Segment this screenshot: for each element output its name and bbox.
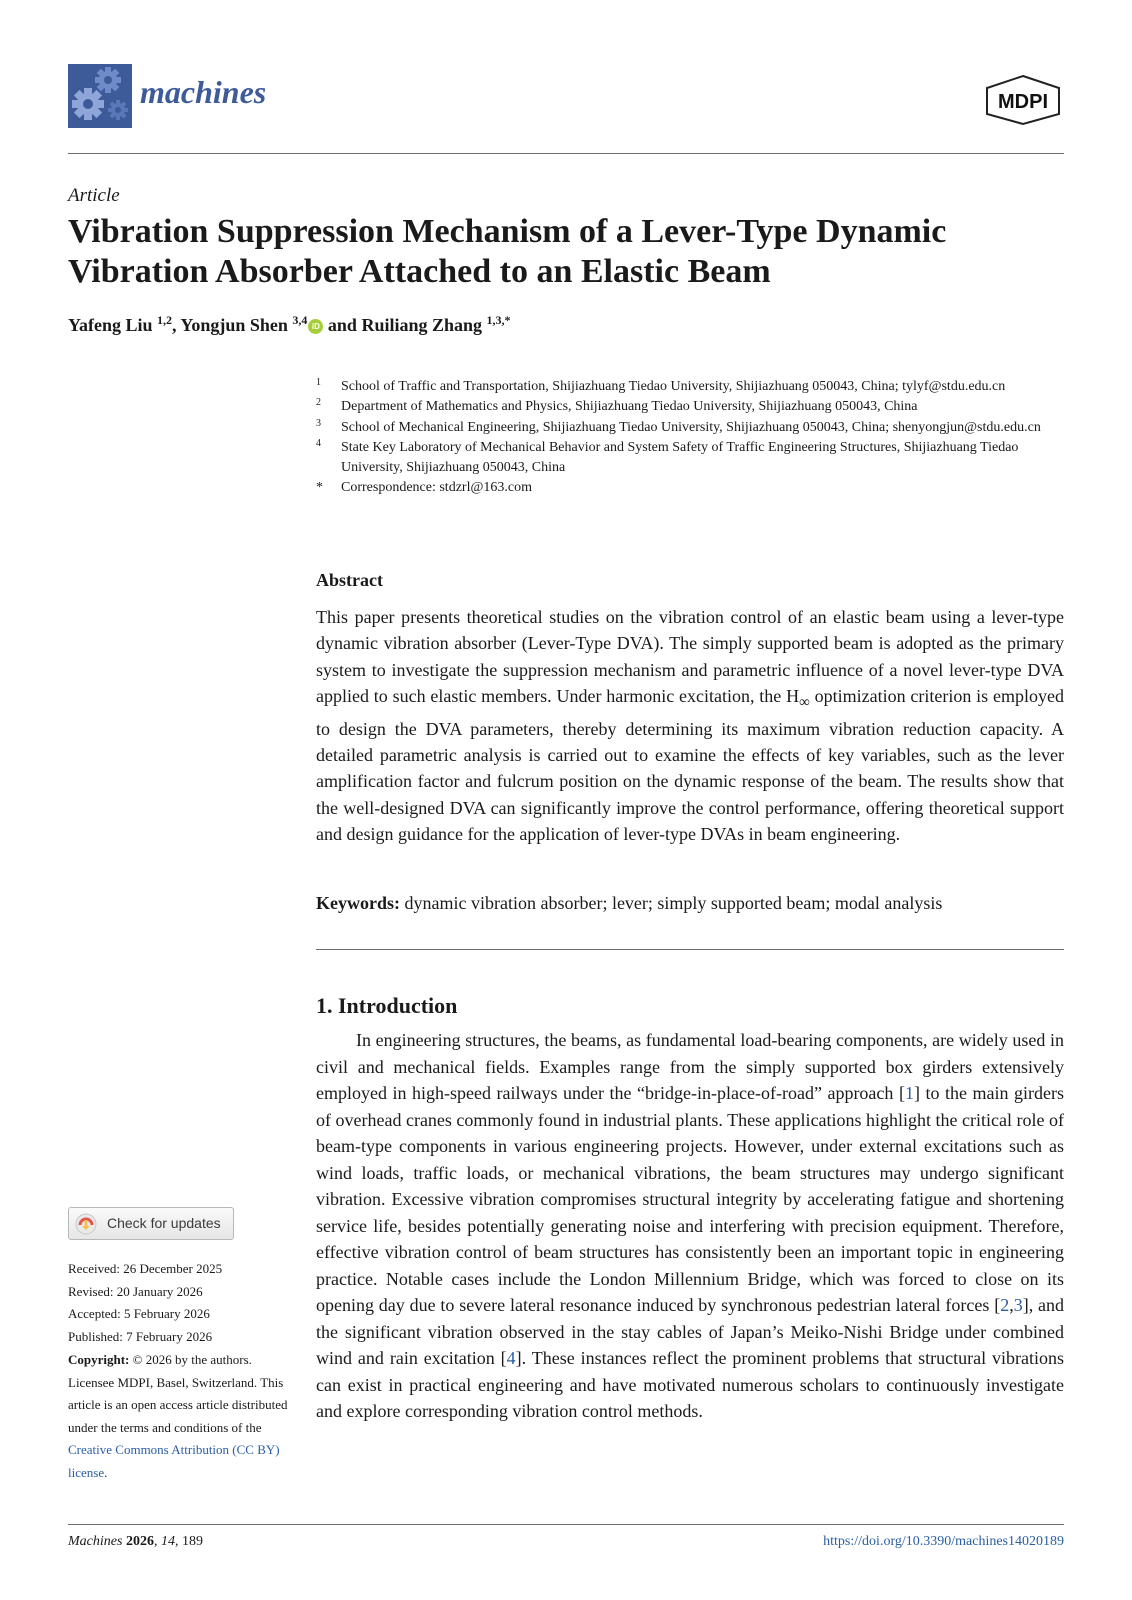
mdpi-logo <box>983 74 1063 126</box>
header-divider <box>68 153 1064 154</box>
journal-logo-gears-icon <box>68 64 132 128</box>
published-date: Published: 7 February 2026 <box>68 1328 213 1344</box>
affiliation-item: 4 State Key Laboratory of Mechanical Behavior and System Safety of Traffic Engineering Structures, Shijiazhuang Tiedao University, Shijiazhuang 050043, China <box>316 437 1019 476</box>
author-name: Yongjun Shen <box>180 315 288 335</box>
abstract-text: This paper presents theoretical studies on the vibration control of an elastic beam using a lever-type dynamic vibration absorber (Lever-Type DVA). The simply supported beam is adopted as the primary system to investigate the suppression mechanism and parametric influence of a novel lever-type DVA applied to such elastic members. Under harmonic excitation, the $H_\infty$ optimization criterion is employed to design the DVA parameters, thereby determining its maximum vibration reduction capacity. A detailed parametric analysis is carried out to examine the effects of key variables, such as the lever amplification factor and fulcrum position on the dynamic response of the beam. The results show that the well-designed DVA can significantly improve the control performance, offering theoretical support and design guidance for the application of lever-type DVAs in beam engineering. <box>316 607 1064 844</box>
keywords-label: Keywords: <box>316 893 400 913</box>
h-infinity-subscript: ∞ <box>799 694 810 711</box>
keywords-divider <box>316 949 1064 950</box>
paper-title: Vibration Suppression Mechanism of a Lever-Type Dynamic Vibration Absorber Attached to an Elastic Beam <box>68 213 947 290</box>
license-link[interactable]: Creative Commons Attribution (CC BY) license <box>68 1442 280 1480</box>
copyright-label: Copyright: <box>68 1352 130 1367</box>
footer-year: 2026 <box>125 1534 154 1549</box>
author-list: Yafeng Liu $^{1,2}$, Yongjun Shen $^{3,4}$ iD and Ruiliang Zhang $^{1,3,*}$ <box>68 313 511 335</box>
footer-journal: Machines <box>68 1534 123 1549</box>
footer-article-number: 189 <box>181 1534 203 1549</box>
section-title: 1. Introduction <box>316 993 458 1018</box>
author-affil-marker: 3,4 <box>292 313 308 327</box>
publication-dates <box>68 1258 293 1348</box>
orcid-icon[interactable]: iD <box>308 319 323 334</box>
citation-link[interactable]: 2 <box>1000 1295 1010 1315</box>
affiliation-item: 1 School of Traffic and Transportation, Shijiazhuang Tiedao University, Shijiazhuang 050043, China; tylyf@stdu.edu.cn <box>316 377 1006 394</box>
copyright-notice: Copyright: © 2026 by the authors. Licensee MDPI, Basel, Switzerland. This article is an open access article distributed under the terms and conditions of the Creative Commons Attribution (CC BY) license. <box>68 1352 288 1480</box>
article-type: Article <box>68 185 120 206</box>
received-date: Received: 26 December 2025 <box>68 1261 223 1276</box>
correspondence: * Correspondence: stdzrl@163.com <box>316 480 532 496</box>
author-affil-marker: 1,2 <box>157 313 173 327</box>
citation-footer: Machines 2026, 14, 189 <box>68 1534 203 1549</box>
check-updates-icon <box>75 1213 97 1235</box>
doi-link[interactable]: https://doi.org/10.3390/machines14020189 <box>823 1534 1064 1549</box>
author-affil-marker: 1,3,* <box>486 313 511 327</box>
author-name: Yafeng Liu <box>68 315 153 335</box>
affiliation-item: 3 School of Mechanical Engineering, Shijiazhuang Tiedao University, Shijiazhuang 050043, China; shenyongjun@stdu.edu.cn <box>316 417 1041 435</box>
mdpi-logo-text: MDPI <box>998 91 1048 113</box>
keywords <box>316 893 1064 914</box>
affiliation-item: 2 Department of Mathematics and Physics, Shijiazhuang Tiedao University, Shijiazhuang 050043, China <box>316 397 918 415</box>
citation-link[interactable]: 4 <box>506 1348 516 1368</box>
footer-volume: 14 <box>160 1534 175 1549</box>
journal-name: machines <box>140 74 267 110</box>
abstract-heading: Abstract <box>316 570 383 590</box>
affiliations <box>316 377 1064 499</box>
citation-link[interactable]: 3 <box>1013 1295 1023 1315</box>
keywords-text: dynamic vibration absorber; lever; simply supported beam; modal analysis <box>400 893 943 913</box>
check-for-updates-button[interactable] <box>68 1207 234 1240</box>
check-updates-label: Check for updates <box>107 1215 221 1231</box>
citation-link[interactable]: 1 <box>904 1083 914 1103</box>
accepted-date: Accepted: 5 February 2026 <box>68 1306 210 1322</box>
footer-divider <box>68 1524 1064 1525</box>
introduction-paragraph: In engineering structures, the beams, as fundamental load-bearing components, are widely used in civil and mechanical fields. Examples range from the simply supported box girders extensively employed in high-speed railways under the “bridge-in-place-of-road” approach [1] to the main girders of overhead cranes commonly found in industrial plants. These applications highlight the critical role of beam-type components in various engineering projects. However, under external excitations such as wind loads, traffic loads, or mechanical vibrations, the beam structures may undergo significant vibration. Excessive vibration compromises structural integrity by accelerating fatigue and shortening service life, besides potentially generating noise and interfering with precision equipment. Therefore, effective vibration control of beam structures has consistently been an important topic in engineering practice. Notable cases include the London Millennium Bridge, which was forced to close on its opening day due to severe lateral resonance induced by synchronous pedestrian lateral forces [2,3], and the significant vibration observed in the stay cables of Japan’s Meiko-Nishi Bridge under combined wind and rain excitation [4]. These instances reflect the prominent problems that structural vibrations can exist in practical engineering and have motivated numerous scholars to continuously investigate and explore corresponding vibration control methods. <box>316 1030 1065 1421</box>
author-name: Ruiliang Zhang <box>361 315 483 335</box>
revised-date: Revised: 20 January 2026 <box>68 1283 203 1299</box>
